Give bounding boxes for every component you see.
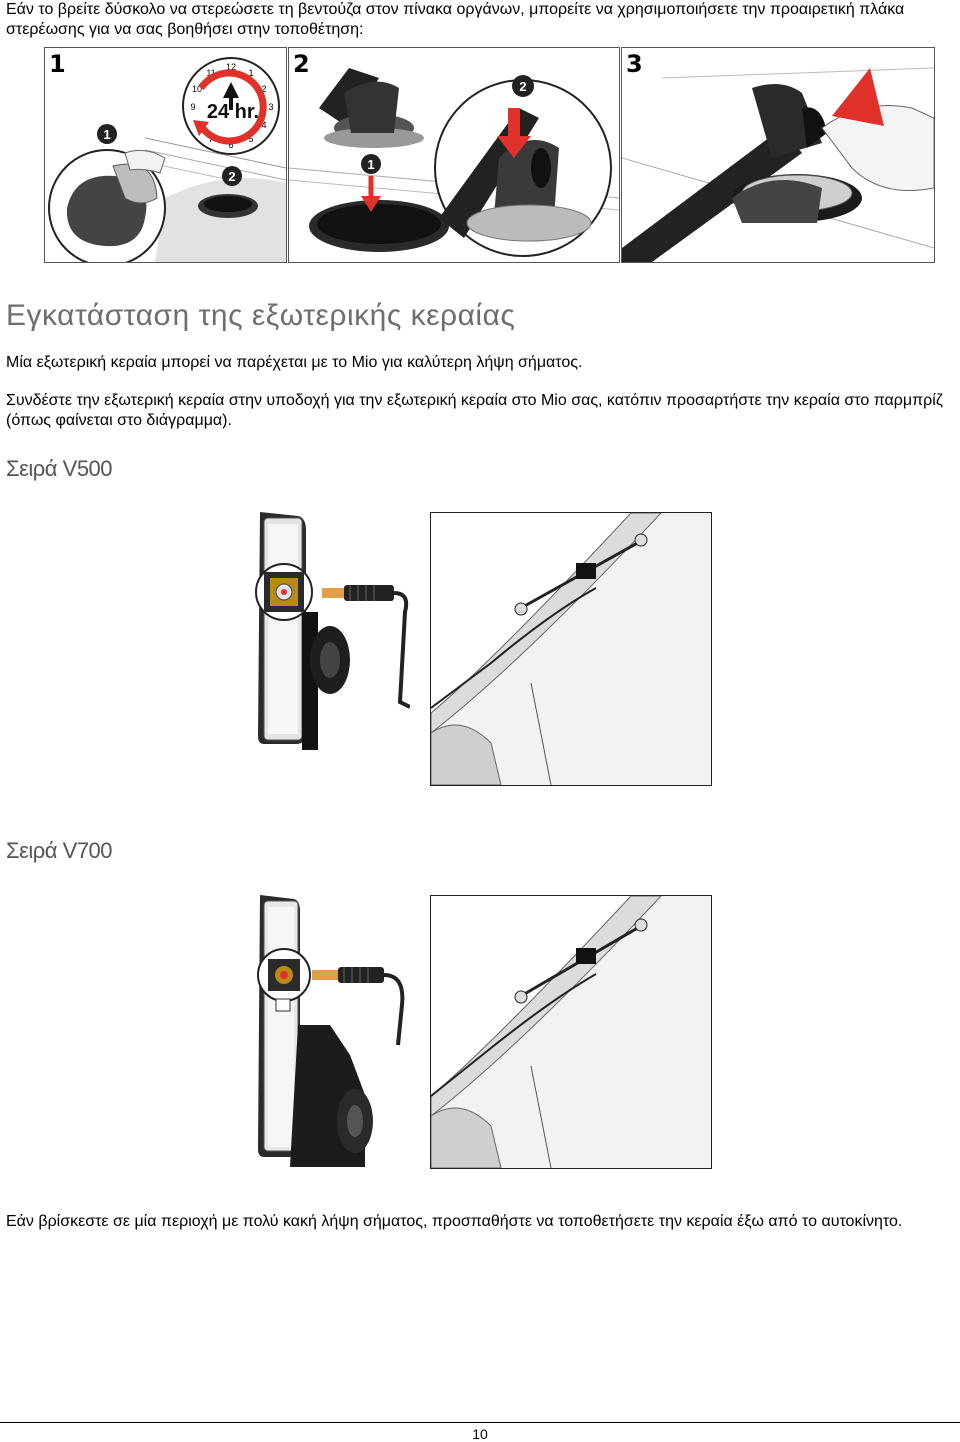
clock-number: 4 <box>261 120 267 130</box>
step-number: 2 <box>293 50 310 78</box>
paragraph-poor-reception: Εάν βρίσκεστε σε μία περιοχή με πολύ κακή λήψη σήματος, προσπαθήστε να τοποθετήσετε την κεραία έξω από το αυτοκίνητο. <box>6 1213 903 1230</box>
clock-number: 10 <box>191 84 203 94</box>
v500-heading: Σειρά V500 <box>6 456 113 481</box>
step-number: 1 <box>49 50 66 78</box>
clock-label: 24 hr. <box>206 101 260 123</box>
arrow-icon <box>832 68 884 126</box>
step-number: 3 <box>626 50 643 78</box>
mounting-step-panel-3 <box>621 47 935 263</box>
v500-windshield-illustration <box>430 512 712 786</box>
clock-number: 7 <box>208 134 214 144</box>
mounting-step-panel-1 <box>44 47 287 263</box>
v500-device-illustration <box>250 512 410 752</box>
mounting-step-panel-2 <box>288 47 620 263</box>
mounting-plate-illustration-3 <box>622 48 934 262</box>
clock-number: 3 <box>268 102 274 112</box>
clock-icon <box>183 58 279 154</box>
clock-number: 5 <box>248 134 254 144</box>
paragraph-intro-antenna: Μία εξωτερική κεραία μπορεί να παρέχεται με το Mio για καλύτερη λήψη σήματος. <box>6 354 583 371</box>
v700-heading: Σειρά V700 <box>6 838 113 863</box>
clock-number: 9 <box>190 102 196 112</box>
mounting-plate-illustration-1 <box>45 48 286 262</box>
step-badge: 1 <box>367 157 375 172</box>
intro-paragraph: Εάν το βρείτε δύσκολο να στερεώσετε τη βεντούζα στον πίνακα οργάνων, μπορείτε να χρησιμοποιήσετε την προαιρετική πλάκα στερέωσης για να σας βοηθήσει στην τοποθέτηση: <box>6 1 905 38</box>
page-number: 10 <box>472 1426 488 1442</box>
clock-number: 6 <box>228 140 234 150</box>
paragraph-connect-antenna: Συνδέστε την εξωτερική κεραία στην υποδοχή για την εξωτερική κεραία στο Mio σας, κατόπιν προσαρτήστε την κεραία στο παρμπρίζ (όπως φαίνεται στο διάγραμμα). <box>6 392 943 429</box>
step-badge: 2 <box>519 79 527 94</box>
v700-device-illustration <box>250 895 410 1167</box>
section-title: Εγκατάσταση της εξωτερικής κεραίας <box>6 299 516 332</box>
step-badge: 2 <box>228 169 236 184</box>
clock-number: 12 <box>225 62 237 72</box>
clock-number: 1 <box>248 68 254 78</box>
clock-number: 2 <box>261 84 267 94</box>
step-badge: 1 <box>103 127 111 142</box>
clock-number: 11 <box>206 68 216 78</box>
mounting-plate-illustration-2 <box>289 48 619 262</box>
footer-divider <box>0 1422 960 1423</box>
v700-windshield-illustration <box>430 895 712 1169</box>
